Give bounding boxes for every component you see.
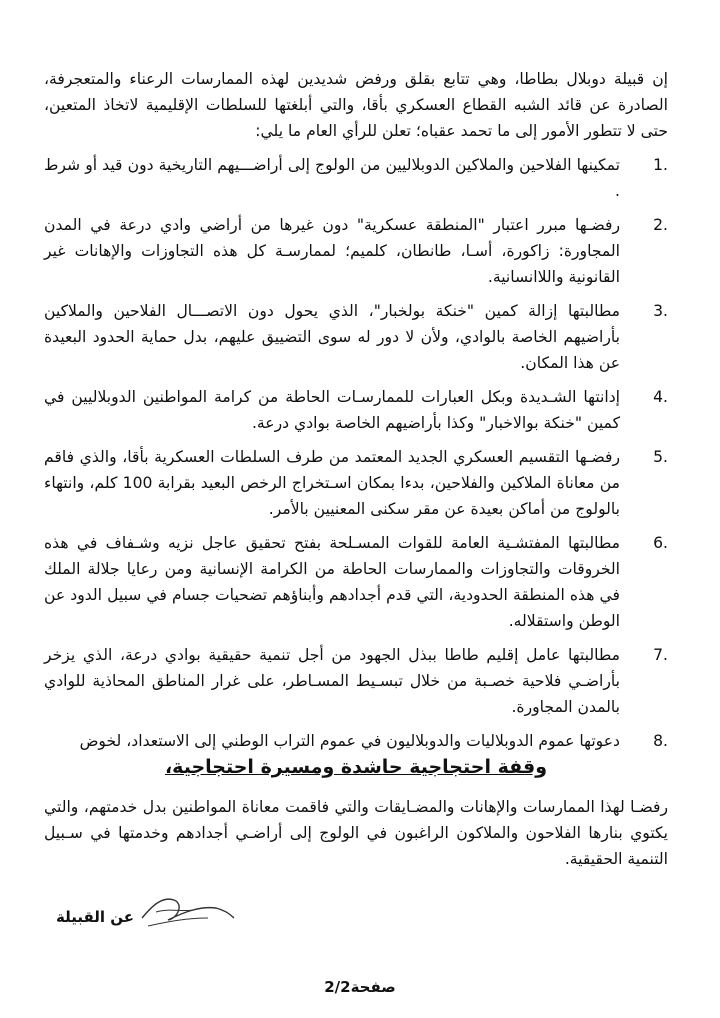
item-number: 4. (653, 388, 668, 406)
intro-paragraph: إن قبيلة دوبلال بطاطا، وهي تتابع بقلق ورفض شديدين لهذه الممارسات الرعناء والمتعجرفة، الصادرة عن قائد الشبه القطاع العسكري بأقا، والتي أبلغتها للسلطات الإقليمية لاتخاذ المتعين، حتى لا تتطور الأمور إلى ما تحمد عقباه؛ تعلن للرأي العام ما يلي: (44, 70, 668, 140)
item-text: دعوتها عموم الدوبلاليات والدوبلاليون في عموم التراب الوطني إلى الاستعداد، لخوض (79, 732, 620, 750)
page-number: صفحة2/2 (324, 978, 396, 996)
list-item (44, 152, 668, 204)
item-number: 6. (653, 534, 668, 552)
item-text: رفضـها مبرر اعتبار "المنطقة عسكرية" دون غيرها من أراضي وادي درعة في المدن المجاورة: زاكورة، أسـا، طانطان، كلميم؛ لممارسـة كل هذه التجاوزات والإهانات غير القانونية واللاانسانية. (44, 216, 620, 286)
item-text: مطالبتها إزالة كمين "خنكة بولخبار"، الذي يحول دون الاتصـــال الفلاحين والملاكين بأراضيهم الخاصة بالوادي، ولأن لا دور له سوى التضييق عليهم، بدل حماية الحدود البعيدة عن هذا المكان. (44, 302, 620, 372)
item-text: مطالبتها عامل إقليم طاطا ببذل الجهود من أجل تنمية حقيقية بوادي درعة، الذي يزخر بأراضـي فلاحية خصـبة من خلال تبسـيط المسـاطر، على غرار المناطق المحاذية للوادي بالمدن المجاورة. (44, 646, 620, 716)
signature-block (44, 878, 668, 958)
protest-title: وقفة احتجاجية حاشدة ومسيرة احتجاجية، (164, 756, 548, 778)
item-text: إدانتها الشـديدة وبكل العبارات للممارسـات الحاطة من كرامة المواطنين الدوبلاليين في كمين "خنكة بوالاخبار" وكذا بأراضيهم الخاصة بوادي درعة. (44, 388, 620, 432)
list-item (44, 384, 668, 436)
list-item (44, 212, 668, 290)
item-number: 3. (653, 302, 668, 320)
item-number: 7. (653, 646, 668, 664)
signature-label: عن القبيلة (55, 908, 134, 926)
list-item (44, 444, 668, 522)
list-item (44, 530, 668, 634)
demands-list (44, 152, 668, 754)
item-text: تمكينها الفلاحين والملاكين الدوبلاليين من الولوج إلى أراضـــيهم التاريخية دون قيد أو شرط . (44, 156, 620, 200)
item-number: 8. (653, 732, 668, 750)
item-number: 2. (653, 216, 668, 234)
item-text: مطالبتها المفتشـية العامة للقوات المسـلحة بفتح تحقيق عاجل نزيه وشـفاف في هذه الخروقات والتجاوزات والممارسات الحاطة من الكرامة الإنسانية ومن رعايا جلالة الملك في هذه المنطقة الحدودية، التي قدم أجدادهم وأبناؤهم تضحيات جسام في سبيل الدود عن الوطن واستقلاله. (44, 534, 620, 630)
handwritten-signature (138, 888, 238, 934)
item-text: رفضـها التقسيم العسكري الجديد المعتمد من طرف السلطات العسكرية بأقا، والذي فاقم من معاناة الملاكين والفلاحين، بدءا بمكان اسـتخراج الرخص البعيد بقرابة 100 كلم، وانتهاء بالولوج من أماكن بعيدة عن مقر سكنى المعنيين بالأمر. (44, 448, 620, 518)
closing-paragraph: رفضـا لهذا الممارسات والإهانات والمضـايقات والتي فاقمت معاناة المواطنين بدل خدمتهم، والتي يكتوي بنارها الفلاحون والملاكون الراغبون في الولوج إلى أراضـي أجدادهم وخدمتها في سـبيل التنمية الحقيقية. (44, 798, 668, 868)
list-item (44, 728, 668, 754)
list-item (44, 298, 668, 376)
item-number: 5. (653, 448, 668, 466)
item-number: 1. (653, 156, 668, 174)
list-item (44, 642, 668, 720)
